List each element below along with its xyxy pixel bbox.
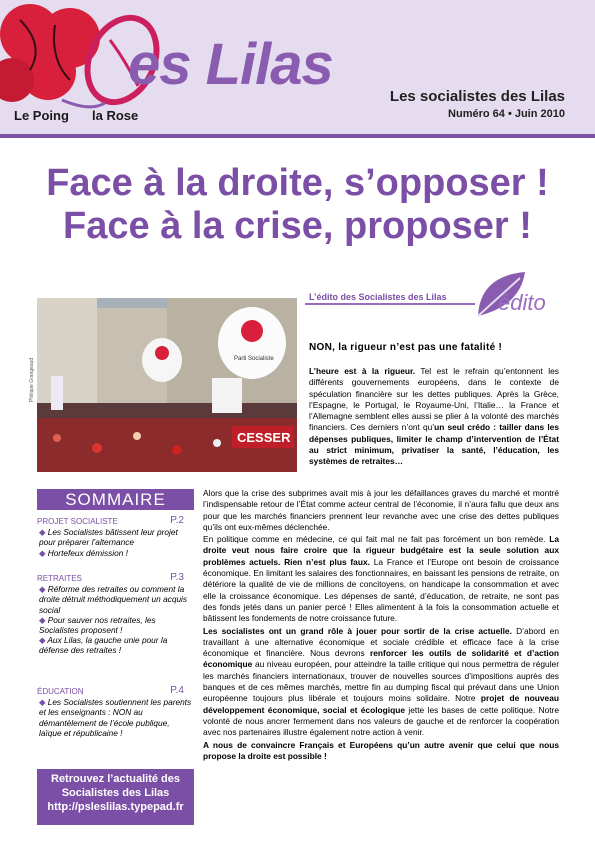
balloon-label: Parti Socialiste bbox=[234, 356, 274, 362]
photo-credit: Philippe Grangeaud bbox=[29, 357, 35, 402]
paragraph: En politique comme en médecine, ce qui fait mal ne fait pas forcément un bon remède. La droite veut nous faire croire que la rigueur budgétaire est la seule solution aux problèmes actuels. Rien n’est plus faux. La France et l’Europe ont besoin de croissance économique. En limitant les salaires des fonctionnaires, en baissant les pensions de retraite, on détériore la qualité de vie de millions de concitoyens, on handicape la consommation et avec elle la croissance économique. Les dépenses de santé, d’éducation, de retraite, ne sont pas des fonds jetés dans un panier percé ! Elles alimentent à la fois la consommation actuelle et bâtissent les fondements de notre croissance future. bbox=[203, 534, 559, 624]
page-ref: P.3 bbox=[170, 572, 184, 583]
edito-subhead: NON, la rigueur n’est pas une fatalité ! bbox=[309, 342, 503, 353]
tagline-la-rose: la Rose bbox=[92, 108, 139, 123]
edito-intro bbox=[309, 366, 559, 468]
sommaire-title: SOMMAIRE bbox=[37, 489, 194, 510]
section-name: PROJET SOCIALISTE bbox=[37, 517, 118, 526]
photo-illustration bbox=[37, 298, 297, 472]
sommaire-section-projet bbox=[37, 516, 194, 558]
banner-label: CESSER bbox=[237, 430, 291, 445]
sommaire-item[interactable]: ◆ Les Socialistes soutiennent les parents et les enseignants : NON au démantèlement de l’école publique, laïque et républicaine ! bbox=[39, 697, 192, 738]
demonstration-photo bbox=[37, 298, 297, 472]
paragraph: Alors que la crise des subprimes avait mis à jour les défaillances graves du marché et montré l’indispensable retour de l’État comme acteur central de l’économie, il n’aura fallu que deux ans pour que les marchés financiers prennent leur revanche avec une crise des dettes publiques qu’ils ont eux-mêmes déclenchée. bbox=[203, 488, 559, 532]
website-line-1: Retrouvez l’actualité des bbox=[51, 773, 180, 785]
intro-credo: un seul crédo : tailler dans les dépenses publiques, limiter le champ d’intervention de l’État au strict minimum, privatiser la santé, l’éducation, les systèmes de retraites… bbox=[309, 422, 559, 467]
page-ref: P.4 bbox=[170, 685, 184, 696]
header-divider bbox=[0, 134, 595, 138]
sommaire-item[interactable]: ◆ Aux Lilas, la gauche unie pour la défense des retraites ! bbox=[39, 635, 168, 656]
page-ref: P.2 bbox=[170, 515, 184, 526]
headline-line-2: Face à la crise, proposer ! bbox=[63, 205, 532, 247]
sommaire-item[interactable]: ◆ Les Socialistes bâtissent leur projet pour préparer l’alternance bbox=[39, 527, 178, 548]
intro-lead: L’heure est à la rigueur. bbox=[309, 366, 416, 376]
edito-rule bbox=[305, 303, 475, 305]
sommaire-item[interactable]: ◆ Hortefeux démission ! bbox=[39, 547, 128, 558]
section-name: ÉDUCATION bbox=[37, 687, 84, 696]
paragraph: Les socialistes ont un grand rôle à jouer pour sortir de la crise actuelle. D’abord en travaillant à une alternative économique et sociale crédible et efficace face à la crise économique et financière. Nous devrons renforcer les outils de solidarité et d’action économique au niveau européen, pour atteindre la taille critique qui nous permettra de réguler les marchés financiers internationaux, trouver de nouvelles sources d’impositions auprès des banques et de ces mêmes marchés, mettre fin au dumping fiscal qui prévaut dans une Union européenne toujours plus libérale et toujours moins solidaire. Notre projet de nouveau développement économique, social et écologique jette les bases de cette politique. Notre volonté de nous ancrer fermement dans nos valeurs de gauche et de renforcer la coopération avec nos partenaires illustre également notre action à venir. bbox=[203, 625, 559, 738]
sommaire-section-retraites bbox=[37, 573, 194, 656]
masthead-title: es Lilas bbox=[128, 32, 333, 97]
section-name: RETRAITES bbox=[37, 574, 82, 583]
sommaire-section-education bbox=[37, 686, 194, 738]
headline-line-1: Face à la droite, s’opposer ! bbox=[46, 162, 549, 204]
website-url[interactable]: http://psleslilas.typepad.fr bbox=[47, 801, 184, 813]
sommaire-item[interactable]: ◆ Réforme des retraites ou comment la droite détruit méthodiquement un acquis social bbox=[39, 584, 188, 615]
publication-name: Les socialistes des Lilas bbox=[389, 88, 565, 105]
website-line-2: Socialistes des Lilas bbox=[61, 787, 170, 799]
sommaire-item[interactable]: ◆ Pour sauver nos retraites, les Socialistes proposent ! bbox=[39, 614, 156, 636]
issue-date: Numéro 64 • Juin 2010 bbox=[448, 108, 565, 120]
website-box[interactable] bbox=[37, 769, 194, 825]
intro-text: Tel est le refrain qu’entonnent les différents gouvernements européens, dans le contexte de spéculation financière sur les dettes publiques. Après la Grèce, l’Espagne, le Portugal, le Royaume-Uni, l’Italie… la France et l’Allemagne semblent elles aussi se plier à la volonté des marchés financiers. Ces derniers n’ont qu’ bbox=[309, 366, 559, 433]
edito-body bbox=[203, 488, 559, 763]
closing-paragraph: A nous de convaincre Français et Européens qu’un autre avenir que celui que nous propose la droite est possible ! bbox=[203, 739, 559, 761]
tagline-le-poing: Le Poing bbox=[14, 108, 69, 123]
edito-word: édito bbox=[498, 290, 546, 315]
edito-label: L’édito des Socialistes des Lilas bbox=[309, 292, 447, 302]
